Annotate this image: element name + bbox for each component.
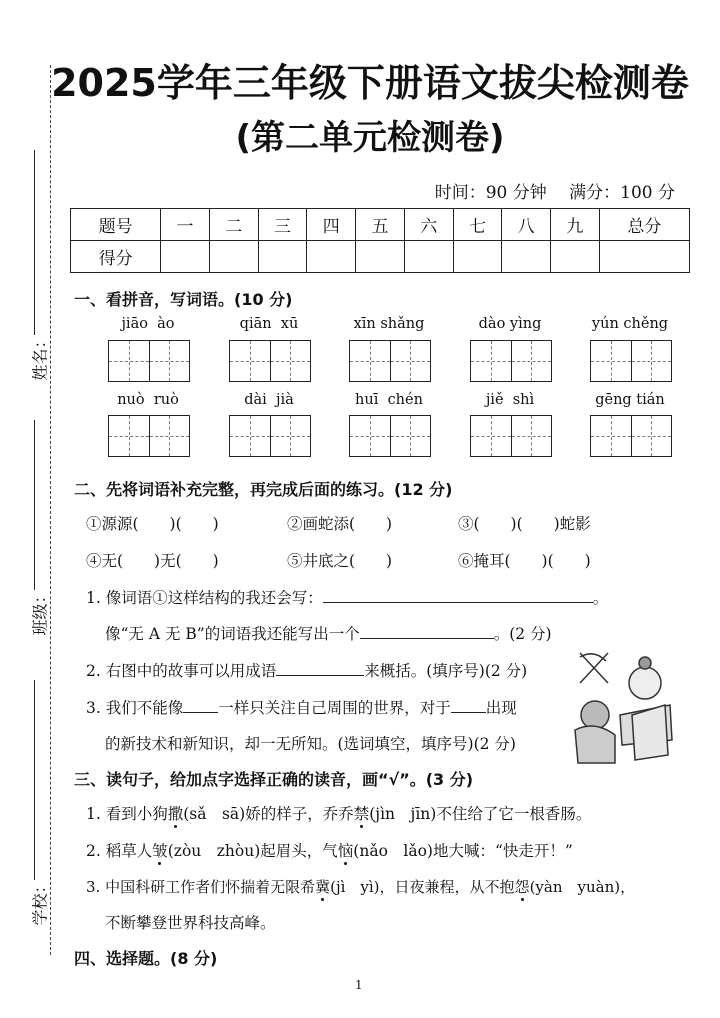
name-label: 姓名： — [30, 332, 50, 381]
score-cell[interactable] — [551, 241, 600, 273]
word-item: ⑥掩耳( )( ) — [458, 552, 591, 570]
writing-cell[interactable] — [471, 416, 511, 456]
pinyin-label: qiān xū — [239, 316, 299, 332]
score-cell[interactable] — [502, 241, 551, 273]
header-cell: 六 — [404, 209, 453, 241]
pinyin-label: yún chěng — [591, 316, 669, 332]
pinyin-label: dào yìng — [478, 316, 542, 332]
score-header-row — [71, 209, 690, 241]
section-4-title: 四、选择题。(8 分) — [74, 949, 218, 968]
score-cell[interactable] — [453, 241, 502, 273]
writing-cell[interactable] — [109, 416, 149, 456]
writing-cell[interactable] — [149, 341, 190, 381]
text: 1. 看到小狗 — [86, 805, 168, 823]
question-2-1b — [105, 622, 552, 644]
dotted-char: 恼 — [337, 842, 354, 860]
writing-box-pair[interactable] — [590, 415, 672, 457]
writing-cell[interactable] — [230, 341, 270, 381]
pinyin-label: nuò ruò — [117, 392, 179, 408]
score-table — [70, 208, 690, 273]
question-text: 像“无 A 无 B”的词语我还能写出一个 — [105, 625, 360, 643]
word-item: ③( )( )蛇影 — [458, 515, 591, 533]
row-label: 得分 — [71, 241, 161, 273]
text[interactable]: (yàn yuàn)， — [529, 878, 636, 896]
header-cell: 九 — [551, 209, 600, 241]
text[interactable]: (jìn jīn)不住给了它一根香肠。 — [369, 805, 592, 823]
sentence-3 — [86, 876, 635, 897]
question-text: 出现 — [485, 699, 517, 717]
dotted-char: 皱 — [152, 842, 168, 860]
writing-box-pair[interactable] — [108, 415, 190, 457]
score-cell[interactable] — [161, 241, 210, 273]
header-cell: 二 — [209, 209, 258, 241]
pinyin-label: gēng tián — [595, 392, 665, 408]
dotted-char: 撒 — [167, 805, 184, 823]
pinyin-label: jiě shì — [485, 392, 535, 408]
score-row — [71, 241, 690, 273]
punct: 。 — [592, 589, 609, 607]
writing-cell[interactable] — [270, 416, 311, 456]
writing-box-pair[interactable] — [229, 415, 311, 457]
text[interactable]: (jì yì)，日夜兼程，从不抱 — [330, 878, 515, 896]
question-text: 2. 右图中的故事可以用成语 — [86, 662, 277, 680]
writing-cell[interactable] — [591, 416, 631, 456]
header-cell: 总分 — [599, 209, 689, 241]
score-cell[interactable] — [599, 241, 689, 273]
writing-cell[interactable] — [631, 341, 672, 381]
writing-box-pair[interactable] — [470, 340, 552, 382]
writing-cell[interactable] — [591, 341, 631, 381]
writing-box-pair[interactable] — [590, 340, 672, 382]
exam-meta: 时间：90 分钟 满分：100 分 — [434, 183, 675, 203]
writing-cell[interactable] — [390, 416, 431, 456]
answer-blank[interactable] — [451, 698, 486, 713]
pinyin-label: xīn shǎng — [353, 316, 425, 332]
header-cell: 七 — [453, 209, 502, 241]
writing-cell[interactable] — [631, 416, 672, 456]
question-2-1a — [86, 586, 608, 608]
school-label: 学校： — [30, 877, 50, 926]
page-title: 2025学年三年级下册语文拔尖检测卷 — [51, 61, 689, 105]
writing-cell[interactable] — [511, 341, 552, 381]
question-text: 3. 我们不能像 — [86, 699, 184, 717]
dotted-char: 怨 — [514, 878, 530, 896]
writing-cell[interactable] — [230, 416, 270, 456]
text: 2. 稻草人 — [86, 842, 153, 860]
score-cell[interactable] — [307, 241, 356, 273]
pinyin-label: huī chén — [355, 392, 423, 408]
dotted-char: 冀 — [315, 878, 331, 896]
dotted-char: 禁 — [353, 805, 370, 823]
header-cell: 一 — [161, 209, 210, 241]
writing-cell[interactable] — [511, 416, 552, 456]
name-line — [34, 150, 35, 335]
writing-cell[interactable] — [471, 341, 511, 381]
text: 3. 中国科研工作者们怀揣着无限希 — [86, 878, 316, 896]
header-cell: 三 — [258, 209, 307, 241]
sentence-2 — [86, 839, 573, 861]
page-subtitle: (第二单元检测卷) — [235, 118, 505, 158]
answer-blank[interactable] — [276, 661, 364, 676]
section-3-title: 三、读句子，给加点字选择正确的读音，画“√”。(3 分) — [74, 770, 474, 789]
word-item: ①源源( )( ) — [86, 515, 219, 533]
question-text: 1. 像词语①这样结构的我还会写： — [86, 589, 323, 607]
writing-box-pair[interactable] — [108, 340, 190, 382]
score-cell[interactable] — [258, 241, 307, 273]
question-2-2 — [86, 659, 527, 681]
header-cell: 八 — [502, 209, 551, 241]
sentence-3-cont: 不断攀登世界科技高峰。 — [105, 914, 276, 932]
section-2-title: 二、先将词语补充完整，再完成后面的练习。(12 分) — [74, 480, 453, 499]
text[interactable]: (zòu zhòu)起眉头，气 — [167, 842, 338, 860]
section-1-title: 一、看拼音，写词语。(10 分) — [74, 290, 293, 309]
binding-margin-line — [50, 65, 51, 955]
header-cell: 题号 — [71, 209, 161, 241]
sentence-1 — [86, 802, 591, 824]
writing-cell[interactable] — [350, 341, 390, 381]
text[interactable]: (sǎ sā)娇的样子，乔乔 — [183, 805, 354, 823]
story-illustration — [560, 645, 680, 765]
word-item: ②画蛇添( ) — [287, 515, 393, 533]
word-item: ⑤井底之( ) — [287, 552, 393, 570]
header-cell: 五 — [356, 209, 405, 241]
question-2-3-cont: 的新技术和新知识，却一无所知。(选词填空，填序号)(2 分) — [105, 735, 516, 753]
writing-box-pair[interactable] — [349, 340, 431, 382]
score-cell[interactable] — [404, 241, 453, 273]
writing-cell[interactable] — [390, 341, 431, 381]
points: 。(2 分) — [493, 625, 552, 643]
school-line — [34, 680, 35, 880]
score-cell[interactable] — [209, 241, 258, 273]
writing-cell[interactable] — [270, 341, 311, 381]
writing-box-pair[interactable] — [349, 415, 431, 457]
writing-cell[interactable] — [350, 416, 390, 456]
writing-cell[interactable] — [149, 416, 190, 456]
class-line — [34, 420, 35, 590]
question-text: 来概括。(填序号)(2 分) — [364, 662, 528, 680]
pinyin-label: jiāo ào — [121, 316, 175, 332]
answer-blank[interactable] — [323, 588, 593, 603]
answer-blank[interactable] — [360, 624, 494, 639]
word-item: ④无( )无( ) — [86, 552, 219, 570]
text[interactable]: (nǎo lǎo)地大喊：“快走开！” — [353, 842, 573, 860]
score-cell[interactable] — [356, 241, 405, 273]
question-2-3 — [86, 696, 517, 718]
writing-box-pair[interactable] — [229, 340, 311, 382]
writing-cell[interactable] — [109, 341, 149, 381]
class-label: 班级： — [30, 587, 50, 636]
question-text: 一样只关注自己周围的世界，对于 — [218, 699, 451, 717]
pinyin-label: dài jià — [244, 392, 294, 408]
page-number: 1 — [355, 978, 363, 992]
header-cell: 四 — [307, 209, 356, 241]
bow-arrow-icon — [580, 653, 608, 683]
writing-box-pair[interactable] — [470, 415, 552, 457]
answer-blank[interactable] — [183, 698, 218, 713]
